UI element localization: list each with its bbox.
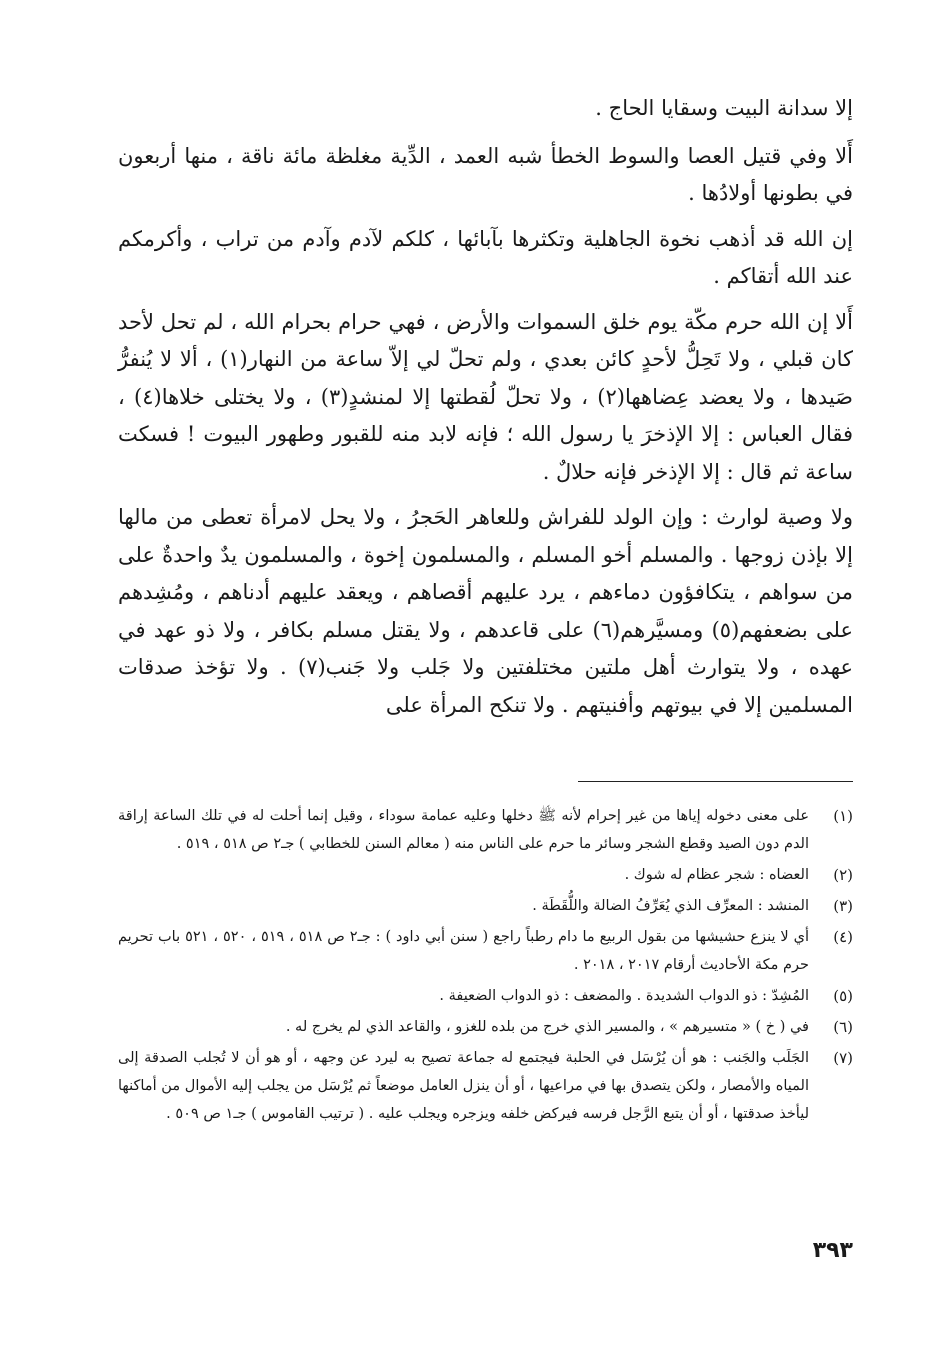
footnote-text: المنشد : المعرِّف الذي يُعَرِّفُ الضالة واللُّقَطَة . <box>532 898 809 914</box>
page-number: ٣٩٣ <box>812 1238 853 1263</box>
footnote-number: (١) <box>833 807 853 825</box>
footnote-2 <box>118 861 853 889</box>
footnote-text: العضاه : شجر عظام له شوك . <box>624 867 809 883</box>
footnote-1 <box>118 802 853 858</box>
footnote-text: المُشِدّ : ذو الدواب الشديدة . والمضعف : ذو الدواب الضعيفة . <box>439 988 809 1004</box>
footnote-number: (٦) <box>833 1018 853 1036</box>
book-page <box>118 90 853 1270</box>
footnotes <box>118 802 853 1131</box>
main-text <box>118 90 853 732</box>
main-paragraph-3: إن الله قد أذهب نخوة الجاهلية وتكثرها بآبائها ، كلكم لآدم وآدم من تراب ، وأكرمكم عند الله أتقاكم . <box>118 226 853 288</box>
main-paragraph-1: إلا سدانة البيت وسقايا الحاج . <box>595 96 853 120</box>
footnote-4 <box>118 923 853 979</box>
footnote-6 <box>118 1013 853 1041</box>
footnote-number: (٢) <box>833 866 853 884</box>
footnote-3 <box>118 892 853 920</box>
main-paragraph-4: أَلا إن الله حرم مكّة يوم خلق السموات والأرض ، فهي حرام بحرام الله ، لم تحل لأحد كان قبلي ، ولا تَحِلُّ لأحدٍ كائن بعدي ، ولم تحلّ لي إلاّ ساعة من النهار(١) ، ألا لا يُنفرُّ صَيدها ، ولا يعضد عِضاهها(٢) ، ولا تحلّ لُقطتها إلا لمنشدٍ(٣) ، ولا يختلى خلاها(٤) ، فقال العباس : إلا الإذخرَ يا رسول الله ؛ فإنه لابد منه للقبور وطهور البيوت ! فسكت ساعة ثم قال : إلا الإذخر فإنه حلالٌ . <box>118 309 854 484</box>
main-paragraph-2: أَلا وفي قتيل العصا والسوط الخطأ شبه العمد ، الدِّية مغلظة مائة ناقة ، منها أربعون في بطونها أولادُها . <box>118 143 853 205</box>
footnote-number: (٥) <box>833 987 853 1005</box>
footnote-divider <box>578 781 853 782</box>
footnote-text: على معنى دخوله إياها من غير إحرام لأنه ﷺ دخلها وعليه عمامة سوداء ، وقيل إنما أحلت له في تلك الساعة إراقة الدم دون الصيد وقطع الشجر وسائر ما حرم على الناس منه ( معالم السنن للخطابي ) جـ٢ ص ٥١٨ ، ٥١٩ . <box>118 808 809 852</box>
footnote-5 <box>118 982 853 1010</box>
footnote-text: في ( خ ) « متسيرهم » ، والمسير الذي خرج من بلده للغزو ، والقاعد الذي لم يخرج له . <box>285 1019 809 1035</box>
footnote-number: (٧) <box>833 1049 853 1067</box>
footnote-number: (٣) <box>833 897 853 915</box>
footnote-text: أي لا ينزع حشيشها من بقول الربيع ما دام رطباً راجع ( سنن أبي داود ) : جـ٢ ص ٥١٨ ، ٥١٩ ، ٥٢٠ ، ٥٢١ باب تحريم حرم مكة الأحاديث أرقام ٢٠١٧ ، ٢٠١٨ . <box>118 929 810 973</box>
footnote-text: الجَلَب والجَنب : هو أن يُرْسَل في الحلبة فيجتمع له جماعة تصيح به ليرد عن وجهه ، أو هو أن لا تُجلب الصدقة إلى المياه والأمصار ، ولكن يتصدق بها في مراعيها ، أو أن ينزل العامل موضعاً ثم يُرْسَل من يجلب إليه الأموال من أماكنها ليأخذ صدقتها ، أو أن يتبع الرَّجل فرسه فيركض خلفه ويزجره ويجلب عليه . ( ترتيب القاموس ) جـ١ ص ٥٠٩ . <box>118 1050 809 1122</box>
main-paragraph-5: ولا وصية لوارث : وإن الولد للفراش وللعاهر الحَجرُ ، ولا يحل لامرأة تعطى من مالها إلا بإذن زوجها . والمسلم أخو المسلم ، والمسلمون إخوة ، والمسلمون يدٌ واحدةٌ على من سواهم ، يتكافؤون دماءهم ، يرد عليهم أقصاهم ، ويعقد عليهم أدناهم ، ومُشِدهم على بضعفهم(٥) ومسيَّرهم(٦) على قاعدهم ، ولا يقتل مسلم بكافر ، ولا ذو عهد في عهده ، ولا يتوارث أهل ملتين مختلفتين ولا جَلب ولا جَنب(٧) . ولا تؤخذ صدقات المسلمين إلا في بيوتهم وأفنيتهم . ولا تنكح المرأة على <box>118 505 853 717</box>
footnote-7 <box>118 1044 853 1128</box>
footnote-number: (٤) <box>833 928 853 946</box>
